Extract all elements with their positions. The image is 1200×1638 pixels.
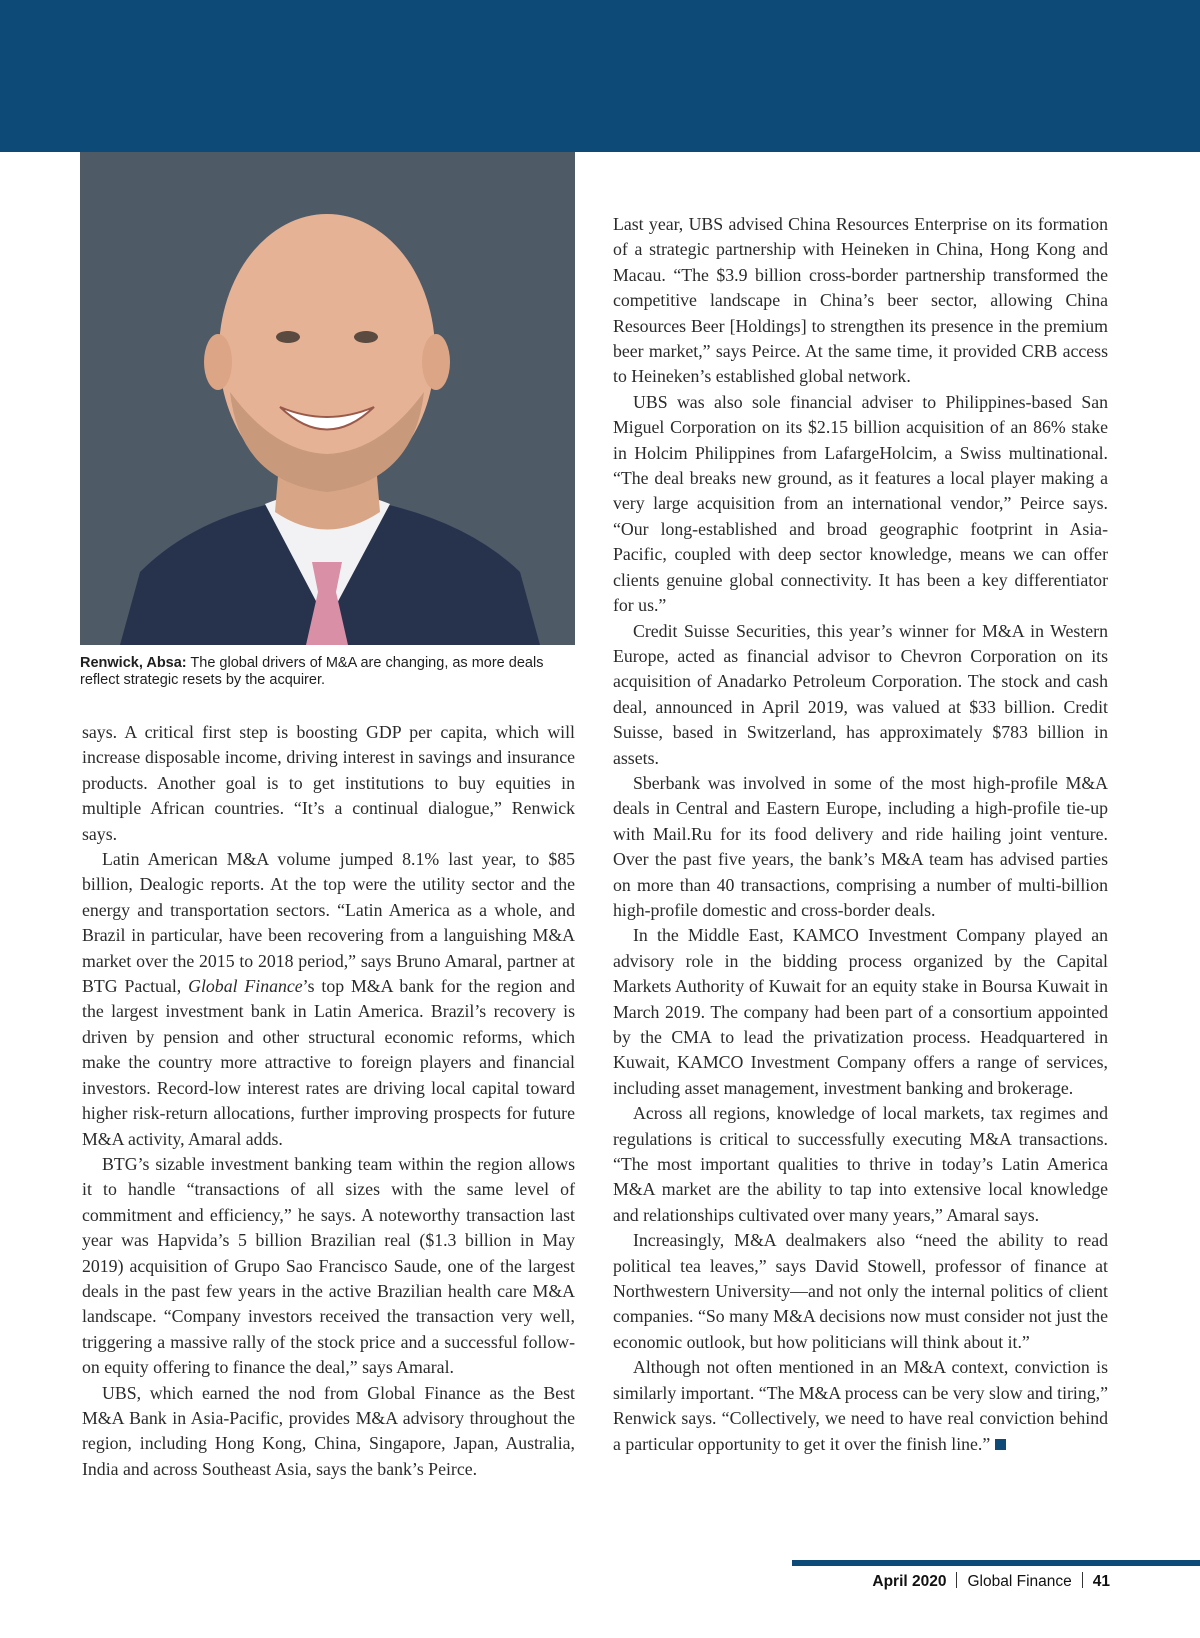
- paragraph: BTG’s sizable investment banking team within the region allows it to handle “transactions of all sizes with the same level of commitment and efficiency,” he says. A noteworthy transaction last year was Hapvida’s 5 billion Brazilian real ($1.3 billion in May 2019) acquisition of Grupo Sao Francisco Saude, one of the largest deals in the past few years in the active Brazilian health care M&A landscape. “Company investors received the transaction very well, triggering a massive rally of the stock price and a successful follow-on equity offering to finance the deal,” says Amaral.: [82, 1153, 575, 1378]
- publication-title: Global Finance: [967, 1573, 1072, 1590]
- right-text-column: [613, 212, 1108, 1457]
- paragraph: says. A critical first step is boosting GDP per capita, which will increase disposable income, driving interest in savings and insurance products. Another goal is to get institutions to buy equities in multiple African countries. “It’s a continual dialogue,” Renwick says.: [82, 722, 575, 844]
- portrait-photo: [80, 152, 575, 645]
- footer-divider: [1082, 1572, 1083, 1588]
- page-number: 41: [1092, 1573, 1110, 1590]
- publication-name: Global Finance: [188, 976, 303, 997]
- issue-date: April 2020: [872, 1573, 947, 1590]
- page-footer: [872, 1572, 1110, 1591]
- caption-text: The global drivers of M&A are changing, as more deals reflect strategic resets by the acquirer.: [80, 655, 544, 688]
- paragraph: In the Middle East, KAMCO Investment Company played an advisory role in the bidding process organized by the Capital Markets Authority of Kuwait for an equity stake in Boursa Kuwait in March 2019. The company had been part of a consortium appointed by the CMA to lead the privatization process. Headquartered in Kuwait, KAMCO Investment Company offers a range of services, including asset management, investment banking and brokerage.: [613, 925, 1108, 1098]
- photo-caption: [80, 655, 575, 689]
- footer-divider: [956, 1572, 957, 1588]
- paragraph: Last year, UBS advised China Resources Enterprise on its formation of a strategic partnership with Heineken in China, Hong Kong and Macau. “The $3.9 billion cross-border partnership transformed the competitive landscape in China’s beer sector, allowing China Resources Beer [Holdings] to strengthen its presence in the premium beer market,” says Peirce. At the same time, it provided CRB access to Heineken’s established global network.: [613, 214, 1108, 387]
- end-of-article-mark: [995, 1439, 1006, 1450]
- paragraph: Credit Suisse Securities, this year’s winner for M&A in Western Europe, acted as financial advisor to Chevron Corporation on its acquisition of Anadarko Petroleum Corporation. The stock and cash deal, announced in April 2019, was valued at $33 billion. Credit Suisse, based in Switzerland, has approximately $783 billion in assets.: [613, 620, 1108, 768]
- paragraph: UBS was also sole financial adviser to Philippines-based San Miguel Corporation on its $2.15 billion acquisition of an 86% stake in Holcim Philippines from LafargeHolcim, a Swiss multinational. “The deal breaks new ground, as it features a local player making a very large acquisition from an international vendor,” Peirce says. “Our long-established and broad geographic footprint in Asia-Pacific, coupled with deep sector knowledge, means we can offer clients genuine global connectivity. It has been a key differentiator for us.”: [613, 391, 1108, 616]
- header-color-band: [0, 0, 1200, 152]
- paragraph: Although not often mentioned in an M&A context, conviction is similarly important. “The M&A process can be very slow and tiring,” Renwick says. “Collectively, we need to have real conviction behind a particular opportunity to get it over the finish line.”: [613, 1357, 1108, 1454]
- paragraph: Latin American M&A volume jumped 8.1% last year, to $85 billion, Dealogic reports. At the top were the utility sector and the energy and transportation sectors. “Latin America as a whole, and Brazil in particular, have been recovering from a languishing M&A market over the 2015 to 2018 period,” says Bruno Amaral, partner at BTG Pactual, Global Finance’s top M&A bank for the region and the largest investment bank in Latin America. Brazil’s recovery is driven by pension and other structural economic reforms, which make the country more attractive to foreign players and financial investors. Record-low interest rates are driving local capital toward higher risk-return allocations, further improving prospects for future M&A activity, Amaral adds.: [82, 849, 575, 1149]
- paragraph: UBS, which earned the nod from Global Finance as the Best M&A Bank in Asia-Pacific, provides M&A advisory throughout the region, including Hong Kong, China, Singapore, Japan, Australia, India and across Southeast Asia, says the bank’s Peirce.: [82, 1382, 575, 1479]
- paragraph: Sberbank was involved in some of the most high-profile M&A deals in Central and Eastern Europe, including a high-profile tie-up with Mail.Ru for its food delivery and ride hailing joint venture. Over the past five years, the bank’s M&A team has advised parties on more than 40 transactions, comprising a number of multi-billion high-profile domestic and cross-border deals.: [613, 772, 1108, 920]
- paragraph: Increasingly, M&A dealmakers also “need the ability to read political tea leaves,” says David Stowell, professor of finance at Northwestern University—and not only the internal politics of client companies. “So many M&A decisions now must consider not just the economic outlook, but how politicians will think about it.”: [613, 1230, 1108, 1352]
- footer-rule: [792, 1560, 1200, 1566]
- caption-name: Renwick, Absa:: [80, 655, 187, 671]
- left-text-column: [82, 720, 575, 1482]
- paragraph: Across all regions, knowledge of local markets, tax regimes and regulations is critical to successfully executing M&A transactions. “The most important qualities to thrive in today’s Latin America M&A market are the ability to tap into extensive local knowledge and relationships cultivated over many years,” Amaral says.: [613, 1103, 1108, 1225]
